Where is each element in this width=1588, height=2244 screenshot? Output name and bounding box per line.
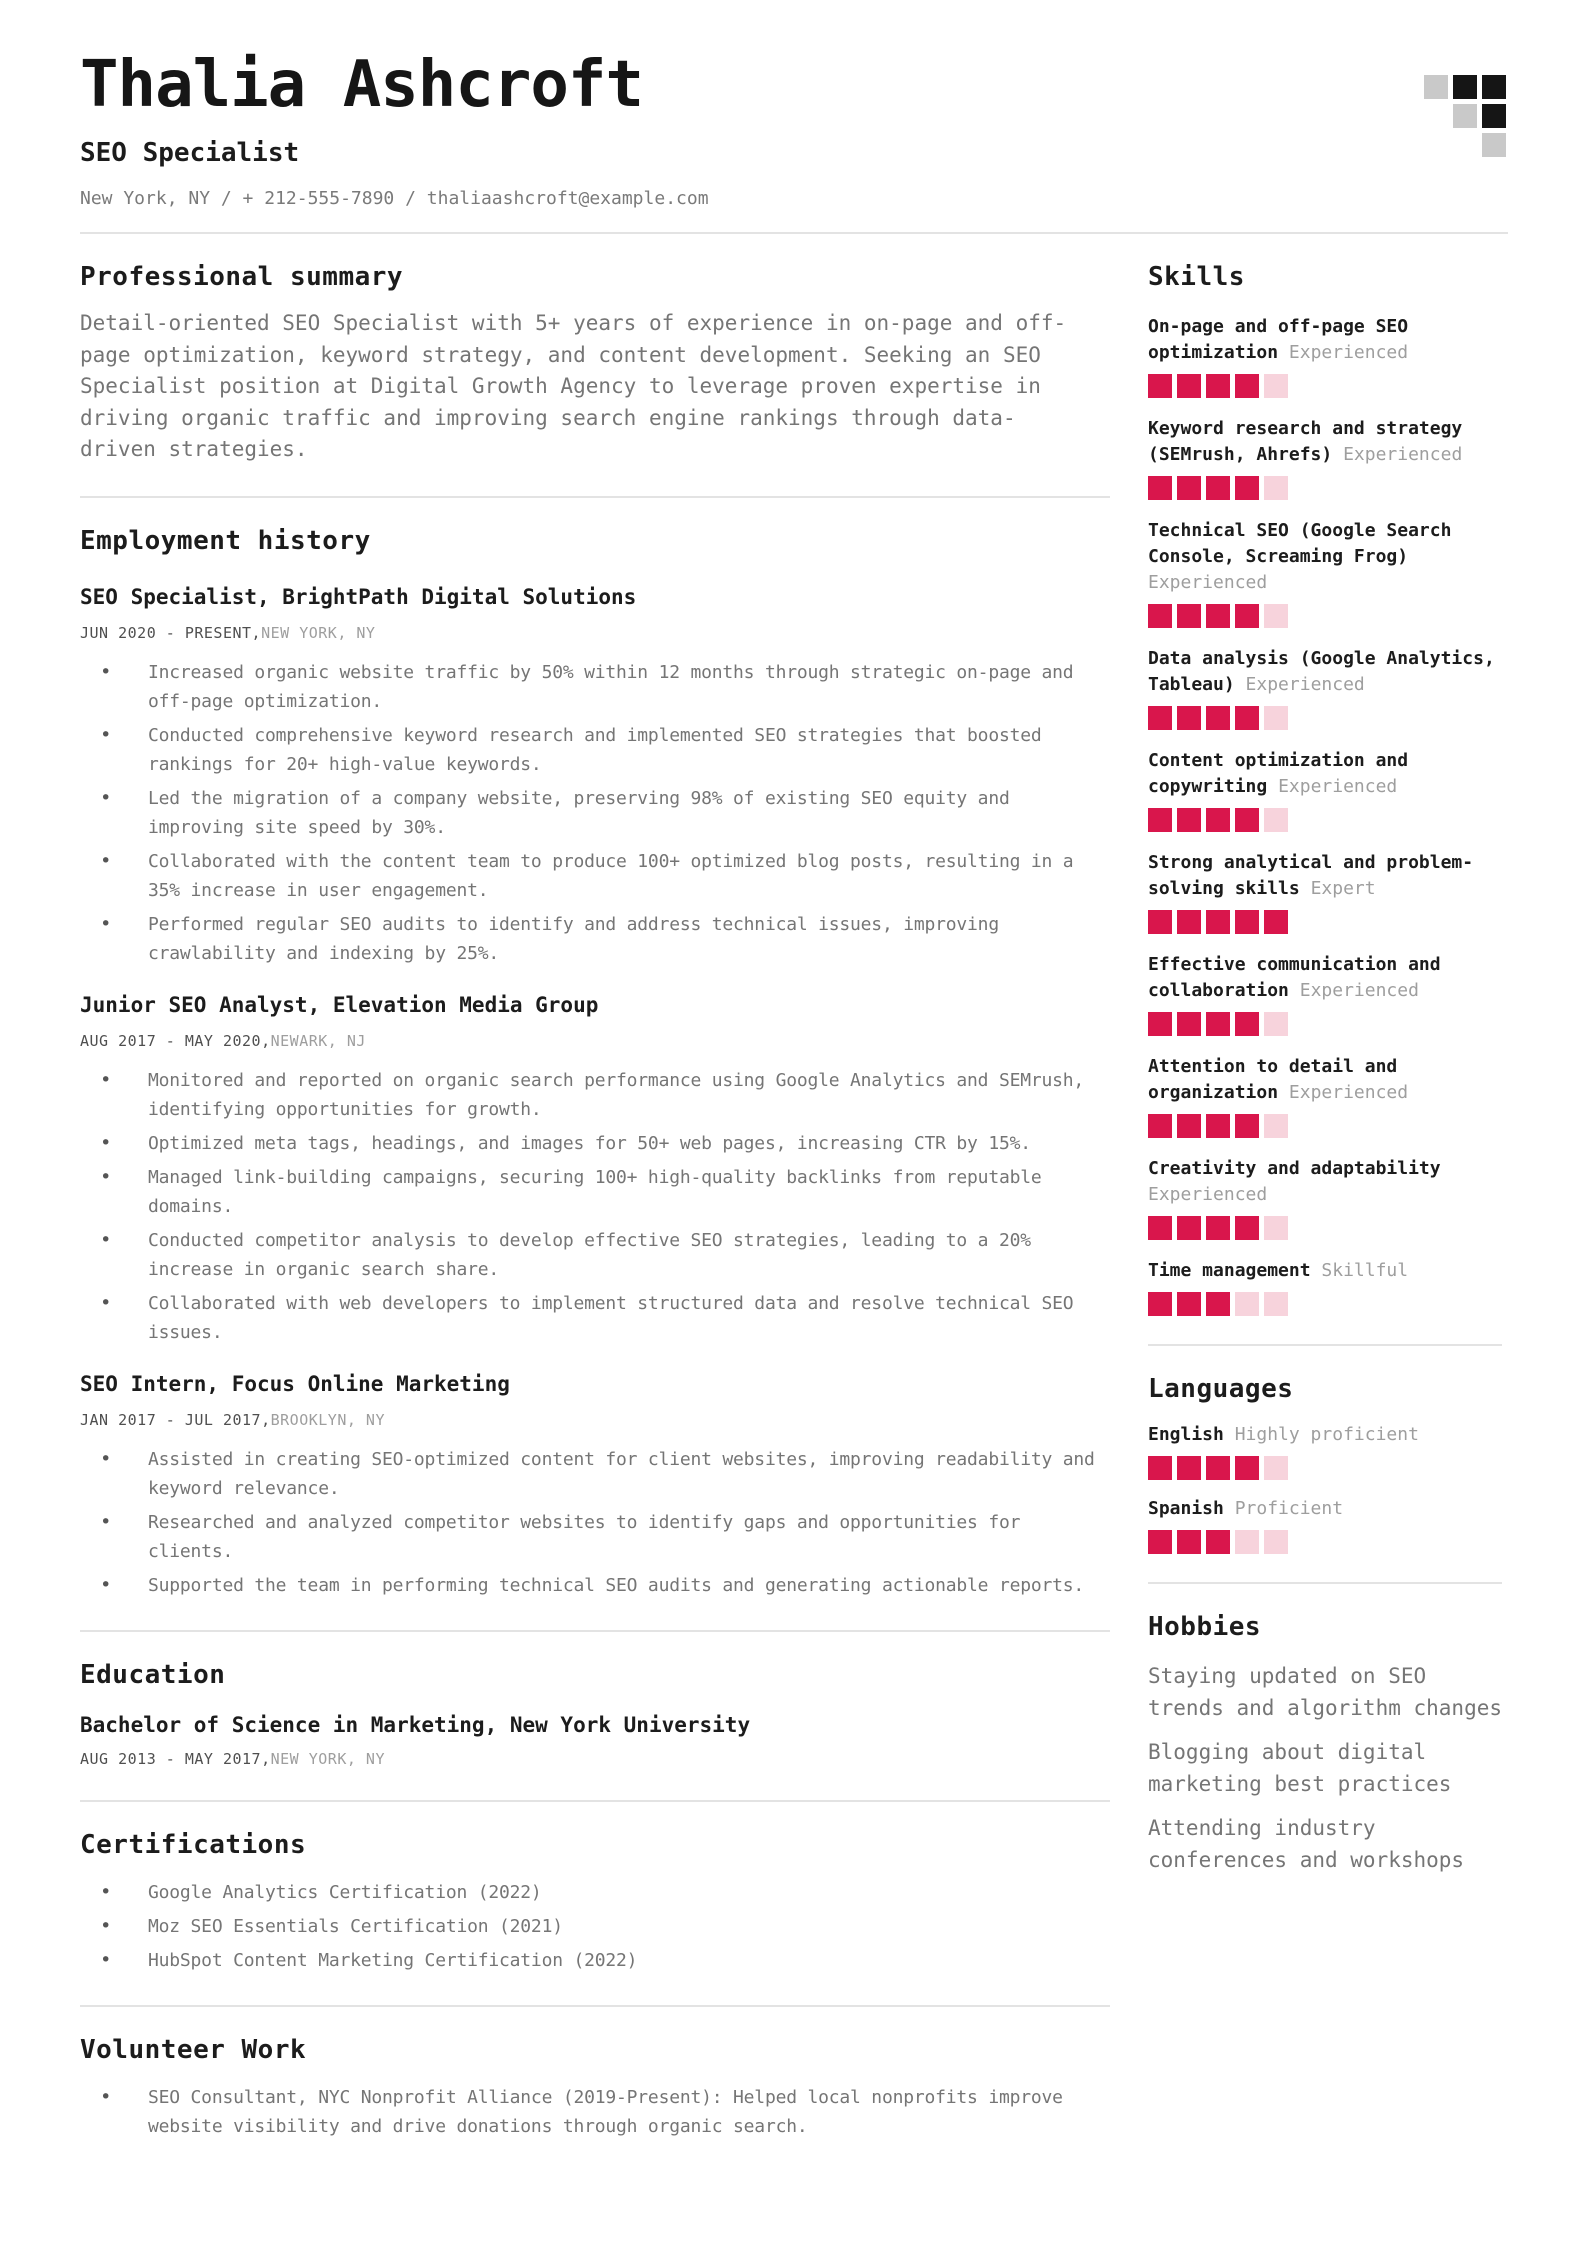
- education-heading: Education: [80, 1659, 226, 1690]
- logo-empty: [1424, 104, 1448, 128]
- job-bullets: [80, 1066, 1110, 1347]
- skill-level: Skillful: [1321, 1260, 1409, 1281]
- job-bullets: [80, 1445, 1110, 1600]
- side-column: [1148, 232, 1502, 1876]
- job-dates: [80, 1030, 1110, 1052]
- rating-square-empty: [1264, 476, 1288, 500]
- language-item: [1148, 1496, 1502, 1554]
- bullet-item: • Performed regular SEO audits to identify and address technical issues, improving crawlability and indexing by 25%.: [80, 910, 1110, 968]
- bullet-item: • Increased organic website traffic by 50% within 12 months through strategic on-page and off-page optimization.: [80, 658, 1110, 716]
- rating-square-filled: [1177, 706, 1201, 730]
- skill-item: [1148, 314, 1502, 398]
- rating-square-empty: [1264, 1012, 1288, 1036]
- rating-square-empty: [1264, 1216, 1288, 1240]
- employment-heading: Employment history: [80, 525, 371, 556]
- skills-list: [1148, 314, 1502, 1316]
- section-divider: [80, 1800, 1110, 1802]
- language-name: Spanish Proficient: [1148, 1498, 1344, 1519]
- job-date-range: JUN 2020 - PRESENT,: [80, 623, 262, 642]
- rating-square-filled: [1177, 1114, 1201, 1138]
- rating-square-filled: [1148, 1114, 1172, 1138]
- rating-square-filled: [1235, 374, 1259, 398]
- skill-name: Attention to detail and organization Experienced: [1148, 1056, 1409, 1103]
- rating-square-filled: [1206, 1114, 1230, 1138]
- hobbies-list: [1148, 1660, 1502, 1876]
- skills-heading: Skills: [1148, 262, 1245, 292]
- job-title: SEO Intern, Focus Online Marketing: [80, 1371, 510, 1396]
- skill-item: [1148, 518, 1502, 628]
- rating-square-empty: [1264, 374, 1288, 398]
- skill-name: Data analysis (Google Analytics, Tableau) Experienced: [1148, 648, 1495, 695]
- skill-level: Experienced: [1245, 674, 1365, 695]
- resume-header: [80, 46, 1110, 212]
- skill-level: Experienced: [1148, 1184, 1268, 1205]
- education-dates: [80, 1748, 1110, 1770]
- skill-item: [1148, 952, 1502, 1036]
- bullet-item: • Monitored and reported on organic search performance using Google Analytics and SEMrush, identifying opportunities for growth.: [80, 1066, 1110, 1124]
- contact-line: New York, NY / + 212-555-7890 / thaliaashcroft@example.com: [80, 188, 709, 209]
- skill-level: Experienced: [1343, 444, 1463, 465]
- rating-square-filled: [1148, 1012, 1172, 1036]
- rating-square-filled: [1206, 476, 1230, 500]
- summary-heading: Professional summary: [80, 262, 404, 292]
- bullet-item: • Collaborated with web developers to implement structured data and resolve technical SEO issues.: [80, 1289, 1110, 1347]
- job-bullets: [80, 658, 1110, 968]
- rating-square-filled: [1206, 910, 1230, 934]
- rating-square-filled: [1177, 910, 1201, 934]
- skill-name: Technical SEO (Google Search Console, Screaming Frog) Experienced: [1148, 520, 1452, 593]
- education-location: NEW YORK, NY: [270, 1749, 385, 1768]
- hobby-item: Blogging about digital marketing best practices: [1148, 1740, 1452, 1796]
- rating-square-filled: [1235, 1012, 1259, 1036]
- skill-rating-bar: [1148, 910, 1502, 934]
- rating-square-filled: [1177, 1292, 1201, 1316]
- skill-item: [1148, 1156, 1502, 1240]
- skill-name: On-page and off-page SEO optimization Experienced: [1148, 316, 1409, 363]
- bullet-item: • Optimized meta tags, headings, and images for 50+ web pages, increasing CTR by 15%.: [80, 1129, 1110, 1158]
- bullet-item: • Assisted in creating SEO-optimized content for client websites, improving readability and keyword relevance.: [80, 1445, 1110, 1503]
- skill-item: [1148, 646, 1502, 730]
- skill-item: [1148, 1258, 1502, 1316]
- bullet-item: • Conducted competitor analysis to develop effective SEO strategies, leading to a 20% increase in organic search share.: [80, 1226, 1110, 1284]
- skill-rating-bar: [1148, 1216, 1502, 1240]
- rating-square-filled: [1177, 808, 1201, 832]
- skill-name: Creativity and adaptability Experienced: [1148, 1158, 1441, 1205]
- bullet-item: • Led the migration of a company website, preserving 98% of existing SEO equity and improving site speed by 30%.: [80, 784, 1110, 842]
- rating-square-filled: [1235, 1456, 1259, 1480]
- rating-square-empty: [1264, 1114, 1288, 1138]
- rating-square-filled: [1235, 706, 1259, 730]
- skill-item: [1148, 748, 1502, 832]
- rating-square-filled: [1206, 1216, 1230, 1240]
- language-name: English Highly proficient: [1148, 1424, 1419, 1445]
- job-location: NEWARK, NJ: [270, 1031, 366, 1050]
- logo-square: [1482, 133, 1506, 157]
- candidate-title: SEO Specialist: [80, 138, 300, 168]
- rating-square-empty: [1235, 1292, 1259, 1316]
- bullet-item: • Managed link-building campaigns, securing 100+ high-quality backlinks from reputable domains.: [80, 1163, 1110, 1221]
- skill-name: Effective communication and collaboration Experienced: [1148, 954, 1441, 1001]
- logo-square: [1453, 75, 1477, 99]
- bullet-item: • Researched and analyzed competitor websites to identify gaps and opportunities for clients.: [80, 1508, 1110, 1566]
- rating-square-filled: [1148, 604, 1172, 628]
- logo-square: [1453, 104, 1477, 128]
- skill-level: Experienced: [1278, 776, 1398, 797]
- rating-square-filled: [1206, 1012, 1230, 1036]
- rating-square-filled: [1177, 1216, 1201, 1240]
- job-location: NEW YORK, NY: [261, 623, 376, 642]
- bullet-item: • SEO Consultant, NYC Nonprofit Alliance (2019-Present): Helped local nonprofits improve website visibility and drive donations through organic search.: [80, 2083, 1110, 2141]
- skill-rating-bar: [1148, 1012, 1502, 1036]
- rating-square-filled: [1148, 476, 1172, 500]
- languages-heading: Languages: [1148, 1374, 1294, 1404]
- rating-square-empty: [1235, 1530, 1259, 1554]
- skill-item: [1148, 416, 1502, 500]
- skill-rating-bar: [1148, 1292, 1502, 1316]
- rating-square-filled: [1177, 476, 1201, 500]
- rating-square-filled: [1177, 604, 1201, 628]
- logo-grid-icon: [1424, 75, 1506, 157]
- skill-level: Experienced: [1299, 980, 1419, 1001]
- certifications-heading: Certifications: [80, 1829, 307, 1860]
- rating-square-filled: [1148, 1456, 1172, 1480]
- rating-square-filled: [1206, 706, 1230, 730]
- skill-rating-bar: [1148, 808, 1502, 832]
- certifications-list: [80, 1878, 1110, 1975]
- skill-name: Keyword research and strategy (SEMrush, Ahrefs) Experienced: [1148, 418, 1463, 465]
- bullet-item: • Collaborated with the content team to produce 100+ optimized blog posts, resulting in a 35% increase in user engagement.: [80, 847, 1110, 905]
- rating-square-filled: [1177, 1012, 1201, 1036]
- job-location: BROOKLYN, NY: [270, 1410, 385, 1429]
- job-entry: [80, 990, 1110, 1347]
- language-item: [1148, 1422, 1502, 1480]
- section-divider: [1148, 1582, 1502, 1584]
- rating-square-filled: [1177, 1530, 1201, 1554]
- rating-square-empty: [1264, 1292, 1288, 1316]
- bullet-item: • Conducted comprehensive keyword research and implemented SEO strategies that boosted rankings for 20+ high-value keywords.: [80, 721, 1110, 779]
- skill-rating-bar: [1148, 1114, 1502, 1138]
- rating-square-empty: [1264, 604, 1288, 628]
- skill-rating-bar: [1148, 476, 1502, 500]
- rating-square-filled: [1235, 604, 1259, 628]
- volunteer-list: [80, 2083, 1110, 2141]
- language-rating-bar: [1148, 1456, 1502, 1480]
- skill-rating-bar: [1148, 706, 1502, 730]
- bullet-item: • HubSpot Content Marketing Certification (2022): [80, 1946, 1110, 1975]
- section-divider: [80, 1630, 1110, 1632]
- job-title: Junior SEO Analyst, Elevation Media Group: [80, 992, 599, 1017]
- jobs-list: [80, 582, 1110, 1600]
- rating-square-filled: [1206, 808, 1230, 832]
- rating-square-filled: [1148, 910, 1172, 934]
- degree-title: Bachelor of Science in Marketing, New York University: [80, 1712, 751, 1737]
- rating-square-filled: [1264, 910, 1288, 934]
- hobby-item: Attending industry conferences and workshops: [1148, 1816, 1465, 1872]
- rating-square-filled: [1235, 1216, 1259, 1240]
- rating-square-filled: [1148, 706, 1172, 730]
- logo-empty: [1424, 133, 1448, 157]
- rating-square-filled: [1235, 476, 1259, 500]
- skill-level: Experienced: [1288, 1082, 1409, 1103]
- skill-item: [1148, 1054, 1502, 1138]
- job-date-range: AUG 2017 - MAY 2020,: [80, 1031, 271, 1050]
- language-level: Highly proficient: [1234, 1424, 1419, 1445]
- bullet-item: • Moz SEO Essentials Certification (2021): [80, 1912, 1110, 1941]
- rating-square-empty: [1264, 1456, 1288, 1480]
- education-date-range: AUG 2013 - MAY 2017,: [80, 1749, 271, 1768]
- rating-square-filled: [1148, 1530, 1172, 1554]
- skill-rating-bar: [1148, 374, 1502, 398]
- skill-name: Strong analytical and problem-solving skills Expert: [1148, 852, 1474, 899]
- bullet-item: • Google Analytics Certification (2022): [80, 1878, 1110, 1907]
- rating-square-filled: [1235, 1114, 1259, 1138]
- rating-square-filled: [1206, 374, 1230, 398]
- skill-item: [1148, 850, 1502, 934]
- logo-square: [1482, 104, 1506, 128]
- skill-name: Time management Skillful: [1148, 1260, 1409, 1281]
- section-divider: [80, 2005, 1110, 2007]
- logo-square: [1424, 75, 1448, 99]
- rating-square-filled: [1235, 910, 1259, 934]
- main-column: [80, 232, 1110, 2146]
- hobby-item: Staying updated on SEO trends and algorithm changes: [1148, 1664, 1503, 1720]
- rating-square-filled: [1177, 374, 1201, 398]
- job-dates: [80, 622, 1110, 644]
- job-dates: [80, 1409, 1110, 1431]
- rating-square-filled: [1148, 808, 1172, 832]
- section-divider: [80, 496, 1110, 498]
- language-rating-bar: [1148, 1530, 1502, 1554]
- job-date-range: JAN 2017 - JUL 2017,: [80, 1410, 271, 1429]
- rating-square-filled: [1206, 604, 1230, 628]
- skill-level: Experienced: [1148, 572, 1268, 593]
- skill-rating-bar: [1148, 604, 1502, 628]
- languages-list: [1148, 1422, 1502, 1554]
- rating-square-filled: [1206, 1530, 1230, 1554]
- summary-text: Detail-oriented SEO Specialist with 5+ years of experience in on-page and off-page optimization, keyword strategy, and content development. Seeking an SEO Specialist position at Digital Growth Agency to leverage proven expertise in driving organic traffic and improving search engine rankings through data-driven strategies.: [80, 311, 1067, 461]
- job-entry: [80, 582, 1110, 968]
- rating-square-empty: [1264, 808, 1288, 832]
- rating-square-filled: [1148, 1292, 1172, 1316]
- job-title: SEO Specialist, BrightPath Digital Solutions: [80, 584, 637, 609]
- rating-square-filled: [1148, 1216, 1172, 1240]
- rating-square-filled: [1206, 1292, 1230, 1316]
- hobbies-heading: Hobbies: [1148, 1612, 1262, 1642]
- section-divider: [1148, 1344, 1502, 1346]
- rating-square-filled: [1148, 374, 1172, 398]
- rating-square-filled: [1206, 1456, 1230, 1480]
- skill-level: Expert: [1310, 878, 1376, 899]
- rating-square-filled: [1177, 1456, 1201, 1480]
- logo-square: [1482, 75, 1506, 99]
- language-level: Proficient: [1234, 1498, 1344, 1519]
- bullet-item: • Supported the team in performing technical SEO audits and generating actionable reports.: [80, 1571, 1110, 1600]
- job-entry: [80, 1369, 1110, 1600]
- volunteer-heading: Volunteer Work: [80, 2034, 307, 2065]
- logo-empty: [1453, 133, 1477, 157]
- rating-square-filled: [1235, 808, 1259, 832]
- skill-level: Experienced: [1288, 342, 1409, 363]
- candidate-name: Thalia Ashcroft: [80, 48, 643, 122]
- rating-square-empty: [1264, 1530, 1288, 1554]
- rating-square-empty: [1264, 706, 1288, 730]
- skill-name: Content optimization and copywriting Experienced: [1148, 750, 1409, 797]
